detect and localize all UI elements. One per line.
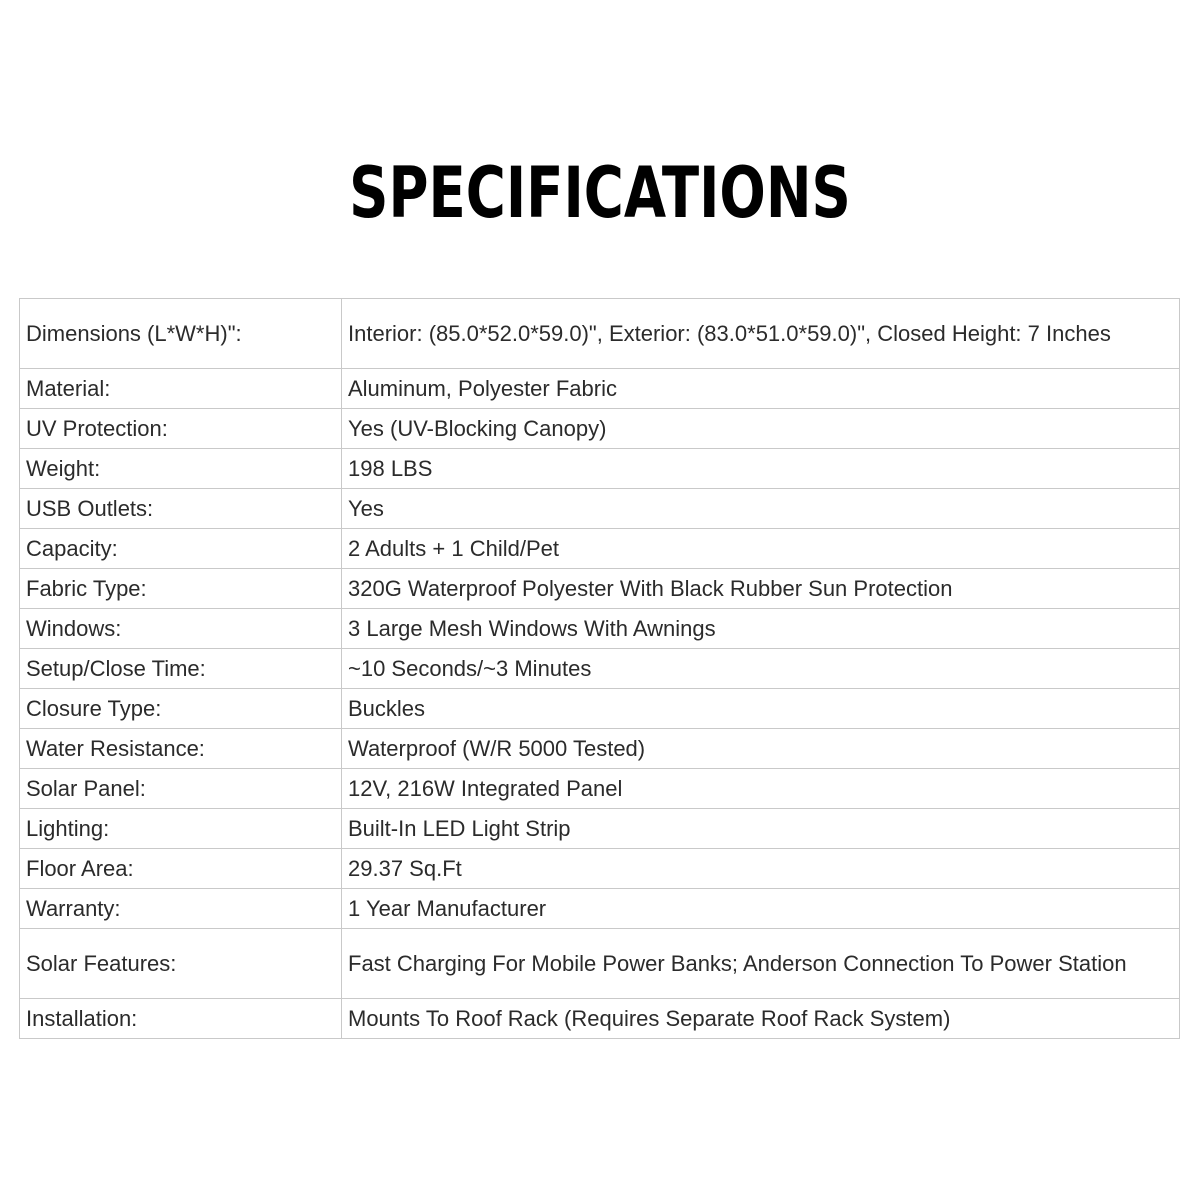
spec-label: Installation: — [20, 999, 342, 1039]
spec-label: Windows: — [20, 609, 342, 649]
table-row — [20, 369, 1180, 409]
spec-value: 2 Adults + 1 Child/Pet — [342, 529, 1180, 569]
spec-value: 3 Large Mesh Windows With Awnings — [342, 609, 1180, 649]
table-row — [20, 449, 1180, 489]
table-row — [20, 649, 1180, 689]
spec-value: Built-In LED Light Strip — [342, 809, 1180, 849]
table-row — [20, 849, 1180, 889]
spec-label: Floor Area: — [20, 849, 342, 889]
spec-value: Buckles — [342, 689, 1180, 729]
table-row — [20, 889, 1180, 929]
spec-value: Waterproof (W/R 5000 Tested) — [342, 729, 1180, 769]
spec-value: Interior: (85.0*52.0*59.0)", Exterior: (83.0*51.0*59.0)", Closed Height: 7 Inches — [342, 299, 1180, 369]
spec-value: 12V, 216W Integrated Panel — [342, 769, 1180, 809]
spec-label: Capacity: — [20, 529, 342, 569]
spec-label: Weight: — [20, 449, 342, 489]
spec-value: Fast Charging For Mobile Power Banks; Anderson Connection To Power Station — [342, 929, 1180, 999]
spec-label: Solar Features: — [20, 929, 342, 999]
spec-value: 198 LBS — [342, 449, 1180, 489]
spec-value: 1 Year Manufacturer — [342, 889, 1180, 929]
table-row — [20, 689, 1180, 729]
spec-value: Mounts To Roof Rack (Requires Separate Roof Rack System) — [342, 999, 1180, 1039]
table-row — [20, 529, 1180, 569]
spec-value: ~10 Seconds/~3 Minutes — [342, 649, 1180, 689]
spec-label: Material: — [20, 369, 342, 409]
spec-label: Lighting: — [20, 809, 342, 849]
spec-label: Dimensions (L*W*H)": — [20, 299, 342, 369]
spec-label: Fabric Type: — [20, 569, 342, 609]
spec-label: USB Outlets: — [20, 489, 342, 529]
spec-value: Yes — [342, 489, 1180, 529]
spec-label: Water Resistance: — [20, 729, 342, 769]
table-row — [20, 929, 1180, 999]
spec-label: Warranty: — [20, 889, 342, 929]
table-row — [20, 489, 1180, 529]
specifications-table — [19, 298, 1180, 1039]
spec-label: Solar Panel: — [20, 769, 342, 809]
table-row — [20, 409, 1180, 449]
table-row — [20, 299, 1180, 369]
spec-value: 320G Waterproof Polyester With Black Rubber Sun Protection — [342, 569, 1180, 609]
spec-label: UV Protection: — [20, 409, 342, 449]
spec-value: 29.37 Sq.Ft — [342, 849, 1180, 889]
spec-label: Closure Type: — [20, 689, 342, 729]
table-row — [20, 729, 1180, 769]
spec-value: Aluminum, Polyester Fabric — [342, 369, 1180, 409]
table-row — [20, 569, 1180, 609]
table-row — [20, 609, 1180, 649]
table-row — [20, 999, 1180, 1039]
spec-label: Setup/Close Time: — [20, 649, 342, 689]
spec-value: Yes (UV-Blocking Canopy) — [342, 409, 1180, 449]
page-title: SPECIFICATIONS — [349, 152, 851, 234]
table-row — [20, 769, 1180, 809]
table-row — [20, 809, 1180, 849]
